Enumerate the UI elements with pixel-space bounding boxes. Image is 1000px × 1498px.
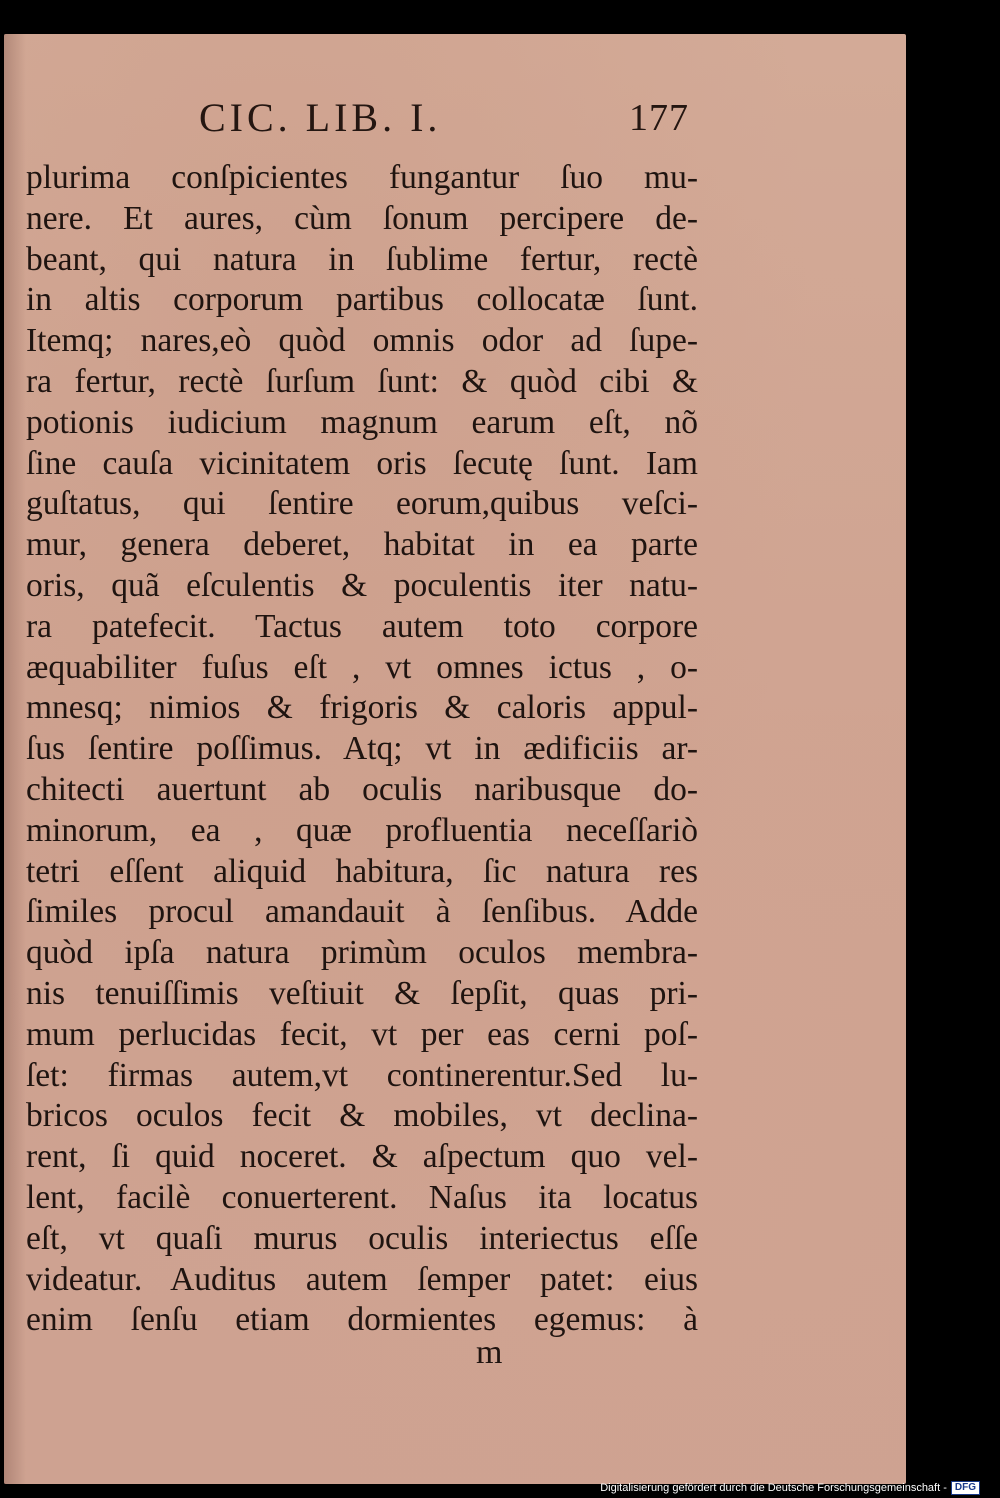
text-line: eſt, vt quaſi murus oculis interiectus eſſe xyxy=(26,1219,698,1257)
text-line: in altis corporum partibus collocatæ ſunt. xyxy=(26,281,698,319)
text-line: potionis iudicium magnum earum eſt, nõ xyxy=(26,403,698,441)
text-line: mnesq; nimios & frigoris & caloris appul- xyxy=(26,689,698,727)
text-line: quòd ipſa natura primùm oculos membra- xyxy=(26,934,698,972)
text-line: mur, genera deberet, habitat in ea parte xyxy=(26,526,698,564)
text-line: ſus ſentire poſſimus. Atq; vt in ædificiis ar- xyxy=(26,730,698,768)
book-page xyxy=(4,34,906,1484)
text-line: ſine cauſa vicinitatem oris ſecutę ſunt. Iam xyxy=(26,444,698,482)
text-line: ra patefecit. Tactus autem toto corpore xyxy=(26,607,698,645)
text-line: bricos oculos fecit & mobiles, vt declina- xyxy=(26,1097,698,1135)
text-line: plurima conſpicientes fungantur ſuo mu- xyxy=(26,159,698,196)
text-line: minorum, ea , quæ profluentia neceſſariò xyxy=(26,811,698,849)
digitization-footer xyxy=(600,1481,980,1495)
text-line: æquabiliter fuſus eſt , vt omnes ictus , o- xyxy=(26,648,698,686)
dfg-logo: DFG xyxy=(951,1481,980,1495)
text-line: videatur. Auditus autem ſemper patet: eius xyxy=(26,1260,698,1298)
text-line: Itemq; nares,eò quòd omnis odor ad ſupe- xyxy=(26,322,698,360)
text-line: enim ſenſu etiam dormientes egemus: à xyxy=(26,1301,698,1339)
catchword: m xyxy=(476,1334,503,1371)
text-line: mum perlucidas fecit, vt per eas cerni poſ- xyxy=(26,1015,698,1053)
text-line: nis tenuiſſimis veſtiuit & ſepſit, quas pri- xyxy=(26,974,698,1012)
running-title: CIC. LIB. I. xyxy=(199,95,442,140)
text-line: lent, facilè conuerterent. Naſus ita locatus xyxy=(26,1178,698,1216)
text-line: beant, qui natura in ſublime fertur, rectè xyxy=(26,240,698,278)
text-line: ra fertur, rectè ſurſum ſunt: & quòd cibi & xyxy=(26,362,698,400)
running-header xyxy=(199,94,699,144)
text-line: ſet: firmas autem,vt continerentur.Sed lu- xyxy=(26,1056,698,1094)
text-line: guſtatus, qui ſentire eorum,quibus veſci- xyxy=(26,485,698,523)
page-number: 177 xyxy=(629,97,689,139)
text-line: oris, quã eſculentis & poculentis iter natu- xyxy=(26,566,698,604)
body-text xyxy=(26,158,698,1341)
text-line: ſimiles procul amandauit à ſenſibus. Adde xyxy=(26,893,698,931)
text-line: tetri eſſent aliquid habitura, ſic natura res xyxy=(26,852,698,890)
text-line: nere. Et aures, cùm ſonum percipere de- xyxy=(26,199,698,237)
text-line: rent, ſi quid noceret. & aſpectum quo vel- xyxy=(26,1138,698,1176)
text-line: chitecti auertunt ab oculis naribusque do- xyxy=(26,770,698,808)
funding-credit: Digitalisierung gefördert durch die Deutsche Forschungsgemeinschaft - xyxy=(600,1482,947,1494)
page-gutter-shadow xyxy=(4,34,26,1484)
